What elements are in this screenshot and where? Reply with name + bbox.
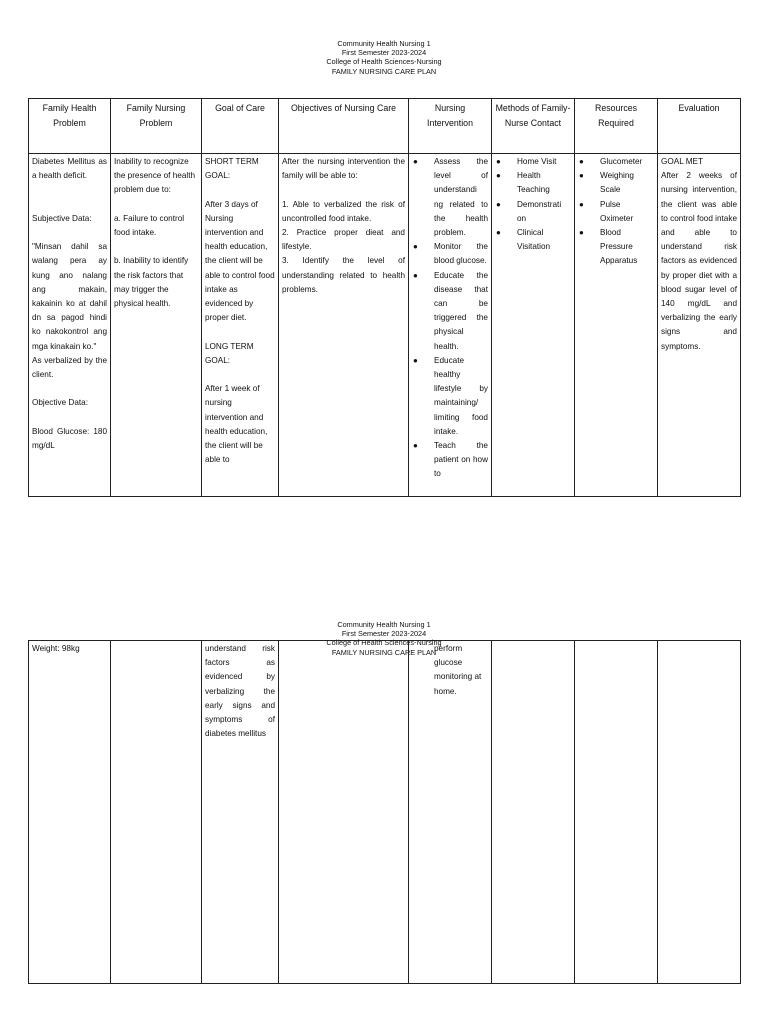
evaluation-cell bbox=[658, 154, 741, 497]
nursing-problem-text: Inability to recognize the presence of health problem due to: a. Failure to control food intake. b. Inability to identify the risk factors that may trigger the physical health. bbox=[114, 157, 196, 309]
interventions-cell bbox=[409, 641, 492, 984]
goal-cell bbox=[202, 154, 279, 497]
health-problem-cell bbox=[29, 641, 111, 984]
column-header: Objectives of Nursing Care bbox=[279, 99, 409, 154]
column-header: Resources Required bbox=[575, 99, 658, 154]
college-name: College of Health Sciences-Nursing bbox=[326, 57, 442, 67]
intervention-item: ● Assess the level of understandi ng related to the health problem. bbox=[412, 155, 488, 240]
table-row bbox=[29, 154, 741, 497]
column-header: Family Nursing Problem bbox=[111, 99, 202, 154]
goal-text: SHORT TERM GOAL: After 3 days of Nursing intervention and health education, the client will be able to control food intake as evidenced by proper diet. LONG TERM GOAL: After 1 week of nursing intervention and health education, the client will be able to bbox=[205, 157, 275, 465]
method-item: ● Home Visit bbox=[495, 155, 571, 169]
evaluation-cell bbox=[658, 641, 741, 984]
nursing-problem-cell bbox=[111, 641, 202, 984]
table-row bbox=[29, 641, 741, 984]
goal-text: understand risk factors as evidenced by verbalizing the early signs and symptoms of diabetes mellitus bbox=[205, 644, 278, 739]
intervention-item: ● Monitor the blood glucose. bbox=[412, 240, 488, 268]
resource-item: ● Weighing Scale bbox=[578, 169, 654, 197]
resources-cell bbox=[575, 641, 658, 984]
resources-list bbox=[578, 155, 654, 269]
semester: First Semester 2023-2024 bbox=[341, 48, 427, 58]
methods-cell bbox=[492, 154, 575, 497]
table-header-row bbox=[29, 99, 741, 154]
intervention-item: ● Educate the disease that can be triggered the physical health. bbox=[412, 269, 488, 354]
column-header: Methods of Family-Nurse Contact bbox=[492, 99, 575, 154]
column-header: Evaluation bbox=[658, 99, 741, 154]
course-title: Community Health Nursing 1 bbox=[337, 39, 431, 48]
resource-item: ● Glucometer bbox=[578, 155, 654, 169]
objectives-cell bbox=[279, 154, 409, 497]
document-header bbox=[0, 39, 768, 76]
method-item: ● Clinical Visitation bbox=[495, 226, 571, 254]
interventions-cell bbox=[409, 154, 492, 497]
intervention-item: ● Educate healthy lifestyle by maintaining/ limiting food intake. bbox=[412, 354, 488, 439]
evaluation-text: GOAL MET After 2 weeks of nursing intervention, the client was able to control food intake and able to understand risk factors as evidenced by proper diet with a blood sugar level of 140 mg/dL and verbalizing the early signs and symptoms. bbox=[661, 157, 738, 351]
health-problem-text: Weight: 98kg bbox=[32, 644, 80, 653]
methods-list bbox=[495, 155, 571, 254]
column-header: Family Health Problem bbox=[29, 99, 111, 154]
nursing-problem-cell bbox=[111, 154, 202, 497]
intervention-item: ● Teach the patient on how to bbox=[412, 439, 488, 482]
resources-cell bbox=[575, 154, 658, 497]
resource-item: ● Pulse Oximeter bbox=[578, 198, 654, 226]
interventions-list bbox=[412, 155, 488, 482]
health-problem-text: Diabetes Mellitus as a health deficit. Subjective Data: "Minsan dahil sa walang pera ay kung ano nalang ang makain, kakainin ko at dahil dn sa pagod hindi ko nakokontrol ang mga kinakain ko." As verbalized by the client. Objective Data: Blood Glucose: 180 mg/dL bbox=[32, 157, 107, 451]
health-problem-cell bbox=[29, 154, 111, 497]
column-header: Goal of Care bbox=[202, 99, 279, 154]
intervention-continued-text: perform glucose monitoring at home. bbox=[434, 644, 484, 696]
semester: First Semester 2023-2024 bbox=[341, 629, 427, 639]
column-header: Nursing Intervention bbox=[409, 99, 492, 154]
care-plan-table-continued bbox=[28, 640, 741, 984]
college-name: College of Health Sciences-Nursing bbox=[326, 638, 442, 648]
goal-cell bbox=[202, 641, 279, 984]
methods-cell bbox=[492, 641, 575, 984]
document-title: FAMILY NURSING CARE PLAN bbox=[331, 66, 437, 76]
objectives-cell bbox=[279, 641, 409, 984]
method-item: ● Demonstrati on bbox=[495, 198, 571, 226]
document-title: FAMILY NURSING CARE PLAN bbox=[331, 647, 437, 657]
resource-item: ● Blood Pressure Apparatus bbox=[578, 226, 654, 269]
course-title: Community Health Nursing 1 bbox=[337, 620, 431, 629]
method-item: ● Health Teaching bbox=[495, 169, 571, 197]
care-plan-table bbox=[28, 98, 741, 497]
objectives-text: After the nursing intervention the family will be able to: 1. Able to verbalized the risk of uncontrolled food intake. 2. Practice proper dieat and lifestyle. 3. Identify the level of understanding related to health problems. bbox=[282, 157, 405, 294]
